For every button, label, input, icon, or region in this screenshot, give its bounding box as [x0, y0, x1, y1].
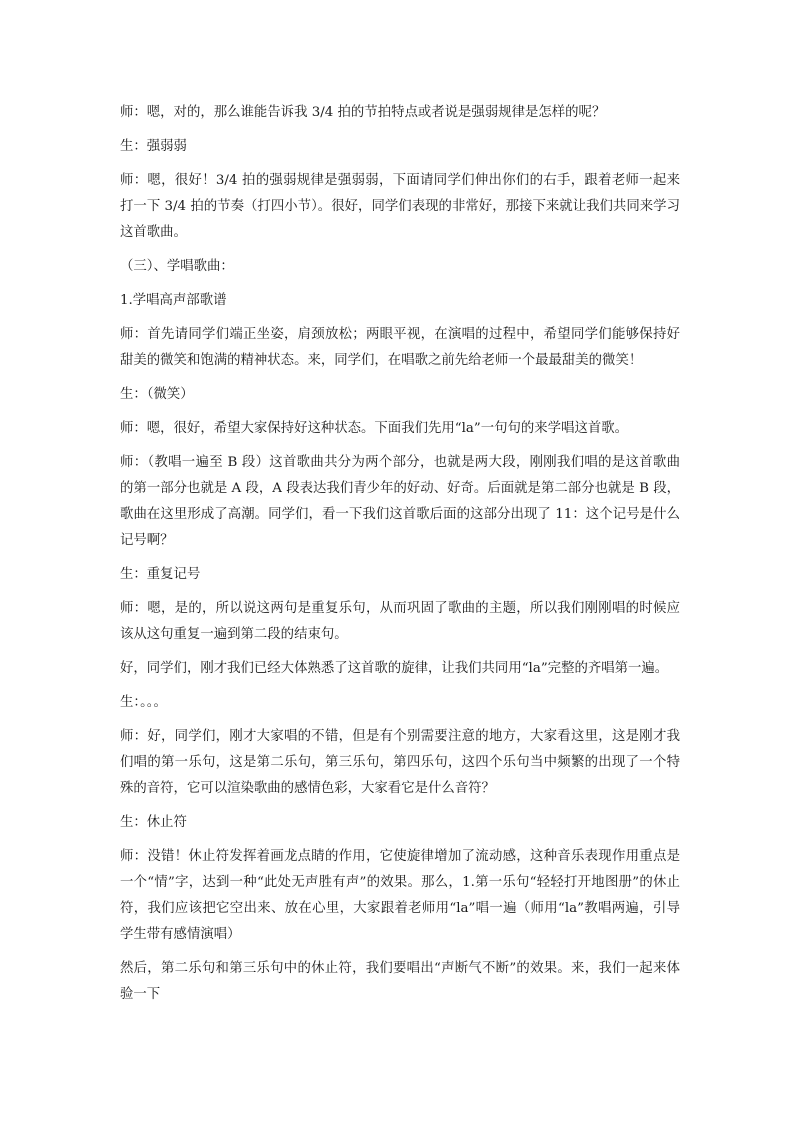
paragraph-teacher-rest: 师：没错！休止符发挥着画龙点睛的作用，它使旋律增加了流动感，这种音乐表现作用重点是一个“情”字，达到一种“此处无声胜有声”的效果。那么，1.第一乐句“轻轻打开地图册”的休止符，我们应该把它空出来、放在心里，大家跟着老师用“la”唱一遍（师用“la”教唱两遍，引导学生带有感情演唱） — [120, 849, 680, 942]
paragraph-student-smile: 生：（微笑） — [120, 387, 194, 402]
paragraph-student-ellipsis: 生：。。。 — [120, 695, 167, 710]
paragraph-teacher-la: 师：嗯，很好，希望大家保持好这种状态。下面我们先用“la”一句句的来学唱这首歌。 — [120, 421, 629, 436]
section-heading: （三）、学唱歌曲： — [120, 259, 234, 274]
paragraph-teacher-phrases: 师：好，同学们，刚才大家唱的不错，但是有个别需要注意的地方，大家看这里，这是刚才我们唱的第一乐句，这是第二乐句，第三乐句，第四乐句，这四个乐句当中频繁的出现了一个特殊的音符，它可以渲染歌曲的感情色彩，大家看它是什么音符？ — [120, 729, 680, 796]
document-body — [120, 100, 680, 1008]
paragraph-teacher-sing: 好，同学们，刚才我们已经大体熟悉了这首歌的旋律，让我们共同用“la”完整的齐唱第一遍。 — [120, 661, 669, 676]
paragraph-teacher-posture: 师：首先请同学们端正坐姿，肩颈放松；两眼平视，在演唱的过程中，希望同学们能够保持好甜美的微笑和饱满的精神状态。来，同学们，在唱歌之前先给老师一个最最甜美的微笑！ — [120, 327, 680, 368]
paragraph-student-rest: 生：休止符 — [120, 815, 187, 830]
paragraph-teacher-repeat: 师：嗯，是的，所以说这两句是重复乐句，从而巩固了歌曲的主题，所以我们刚刚唱的时候应该从这句重复一遍到第二段的结束句。 — [120, 601, 680, 642]
paragraph-teacher-structure: 师：（教唱一遍至 B 段）这首歌曲共分为两个部分，也就是两大段，刚刚我们唱的是这首歌曲的第一部分也就是 A 段，A 段表达我们青少年的好动、好奇。后面就是第二部分也就是 B 段，歌曲在这里形成了高潮。同学们，看一下我们这首歌后面的这部分出现了 11：这个记号是什么记号啊？ — [120, 455, 680, 548]
paragraph-student-answer: 生：强弱弱 — [120, 139, 187, 154]
subsection-heading: 1.学唱高声部歌谱 — [120, 293, 227, 308]
paragraph-teacher-question: 师：嗯，对的，那么谁能告诉我 3/4 拍的节拍特点或者说是强弱规律是怎样的呢？ — [120, 105, 606, 120]
paragraph-teacher-rhythm: 师：嗯，很好！3/4 拍的强弱规律是强弱弱，下面请同学们伸出你们的右手，跟着老师一起来打一下 3/4 拍的节奏（打四小节）。很好，同学们表现的非常好，那接下来就让我们共同来学习这首歌曲。 — [120, 173, 680, 240]
paragraph-student-repeat: 生：重复记号 — [120, 567, 201, 582]
paragraph-teacher-experience: 然后，第二乐句和第三乐句中的休止符，我们要唱出“声断气不断”的效果。来，我们一起来体验一下 — [120, 961, 680, 1002]
